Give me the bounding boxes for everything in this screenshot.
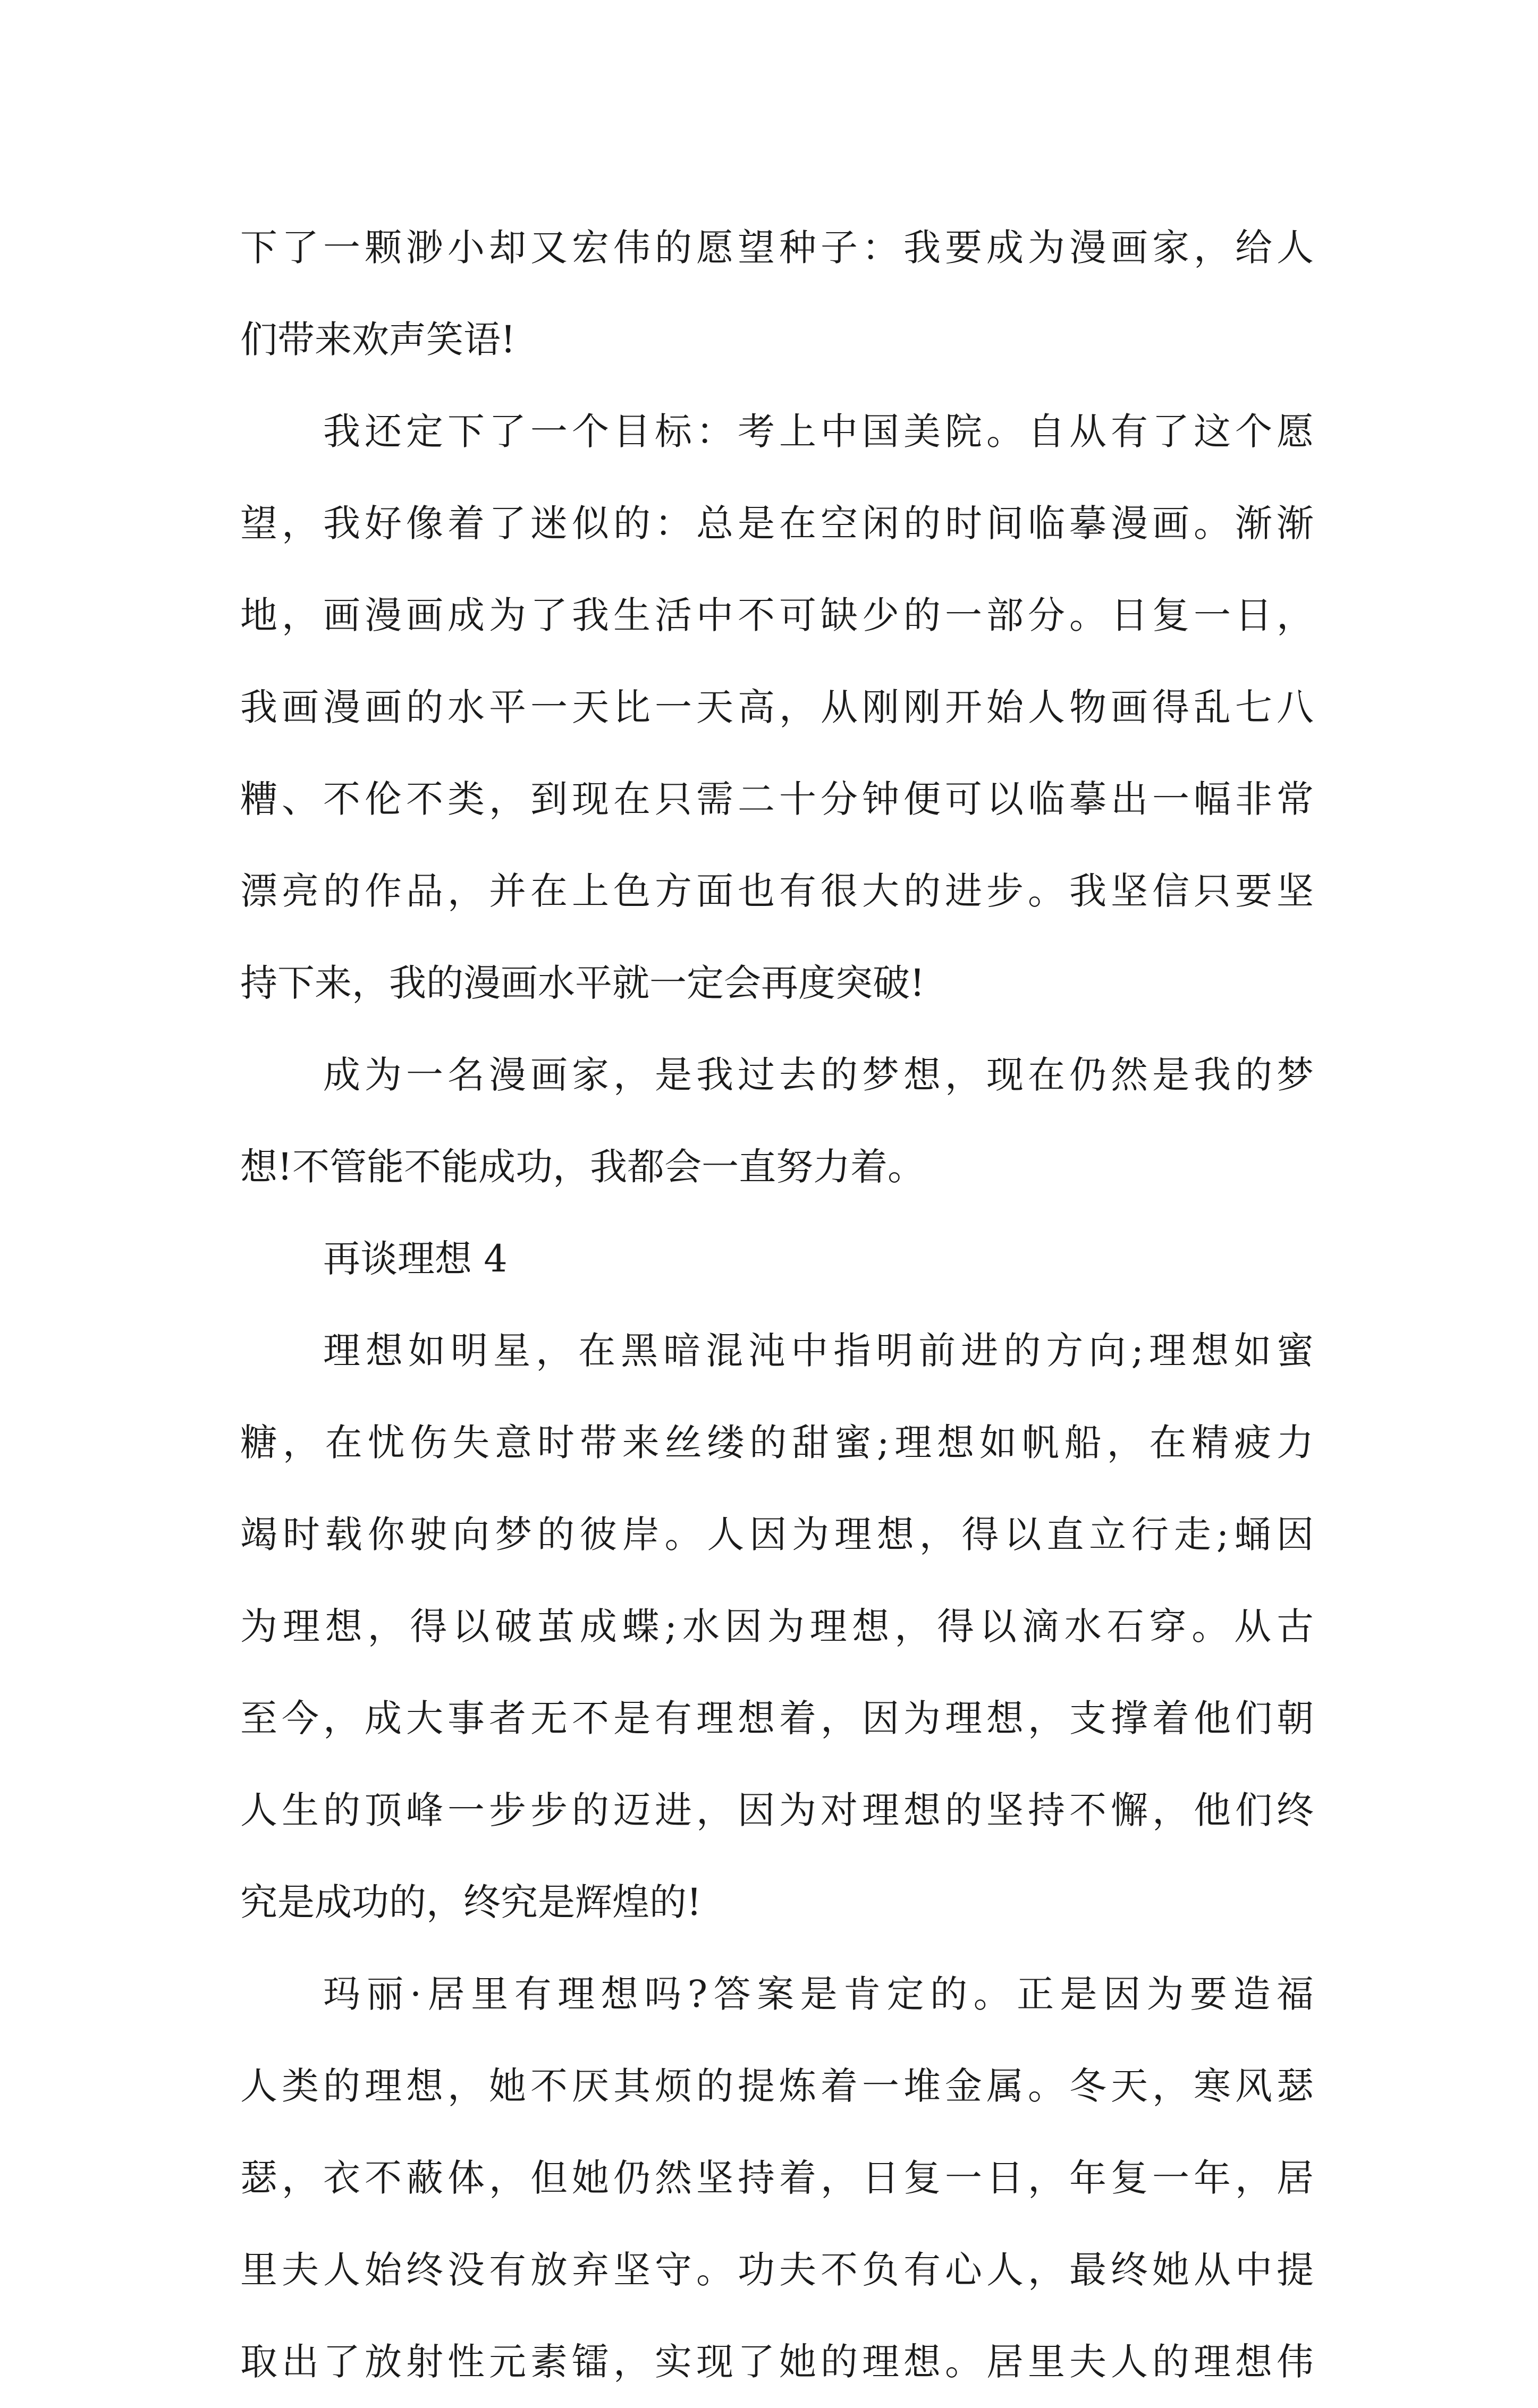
text-line: 想!不管能不能成功，我都会一直努力着。 bbox=[240, 1145, 925, 1189]
text-line: 人生的顶峰一步步的迈进，因为对理想的坚持不懈，他们终 bbox=[240, 1788, 1314, 1832]
text-line: 们带来欢声笑语! bbox=[240, 318, 516, 361]
text-line: 竭时载你驶向梦的彼岸。人因为理想，得以直立行走;蛹因 bbox=[240, 1513, 1314, 1556]
text-line: 地，画漫画成为了我生活中不可缺少的一部分。日复一日， bbox=[240, 593, 1314, 637]
paragraph-first-line: 我还定下了一个目标：考上中国美院。自从有了这个愿 bbox=[323, 410, 1314, 453]
paragraph-first-line: 玛丽·居里有理想吗?答案是肯定的。正是因为要造福 bbox=[323, 1972, 1314, 2016]
text-line: 持下来，我的漫画水平就一定会再度突破! bbox=[240, 961, 925, 1005]
text-line: 糟、不伦不类，到现在只需二十分钟便可以临摹出一幅非常 bbox=[240, 777, 1314, 821]
text-line: 望，我好像着了迷似的：总是在空闲的时间临摹漫画。渐渐 bbox=[240, 502, 1314, 545]
text-line: 取出了放射性元素镭，实现了她的理想。居里夫人的理想伟 bbox=[240, 2340, 1314, 2384]
paragraph-first-line: 理想如明星，在黑暗混沌中指明前进的方向;理想如蜜 bbox=[323, 1329, 1314, 1372]
text-line: 瑟，衣不蔽体，但她仍然坚持着，日复一日，年复一年，居 bbox=[240, 2156, 1314, 2200]
text-line: 人类的理想，她不厌其烦的提炼着一堆金属。冬天，寒风瑟 bbox=[240, 2064, 1314, 2108]
text-line: 下了一颗渺小却又宏伟的愿望种子：我要成为漫画家，给人 bbox=[240, 226, 1314, 269]
text-line: 我画漫画的水平一天比一天高，从刚刚开始人物画得乱七八 bbox=[240, 685, 1314, 729]
text-line: 究是成功的，终究是辉煌的! bbox=[240, 1880, 702, 1924]
text-line: 为理想，得以破茧成蝶;水因为理想，得以滴水石穿。从古 bbox=[240, 1605, 1314, 1648]
document-body bbox=[240, 202, 1314, 2408]
text-line: 糖，在忧伤失意时带来丝缕的甜蜜;理想如帆船，在精疲力 bbox=[240, 1421, 1314, 1464]
paragraph-first-line: 成为一名漫画家，是我过去的梦想，现在仍然是我的梦 bbox=[323, 1053, 1314, 1097]
section-heading: 再谈理想 4 bbox=[323, 1237, 508, 1281]
text-line: 里夫人始终没有放弃坚守。功夫不负有心人，最终她从中提 bbox=[240, 2248, 1314, 2292]
text-line: 至今，成大事者无不是有理想着，因为理想，支撑着他们朝 bbox=[240, 1697, 1314, 1740]
text-line: 漂亮的作品，并在上色方面也有很大的进步。我坚信只要坚 bbox=[240, 869, 1314, 913]
